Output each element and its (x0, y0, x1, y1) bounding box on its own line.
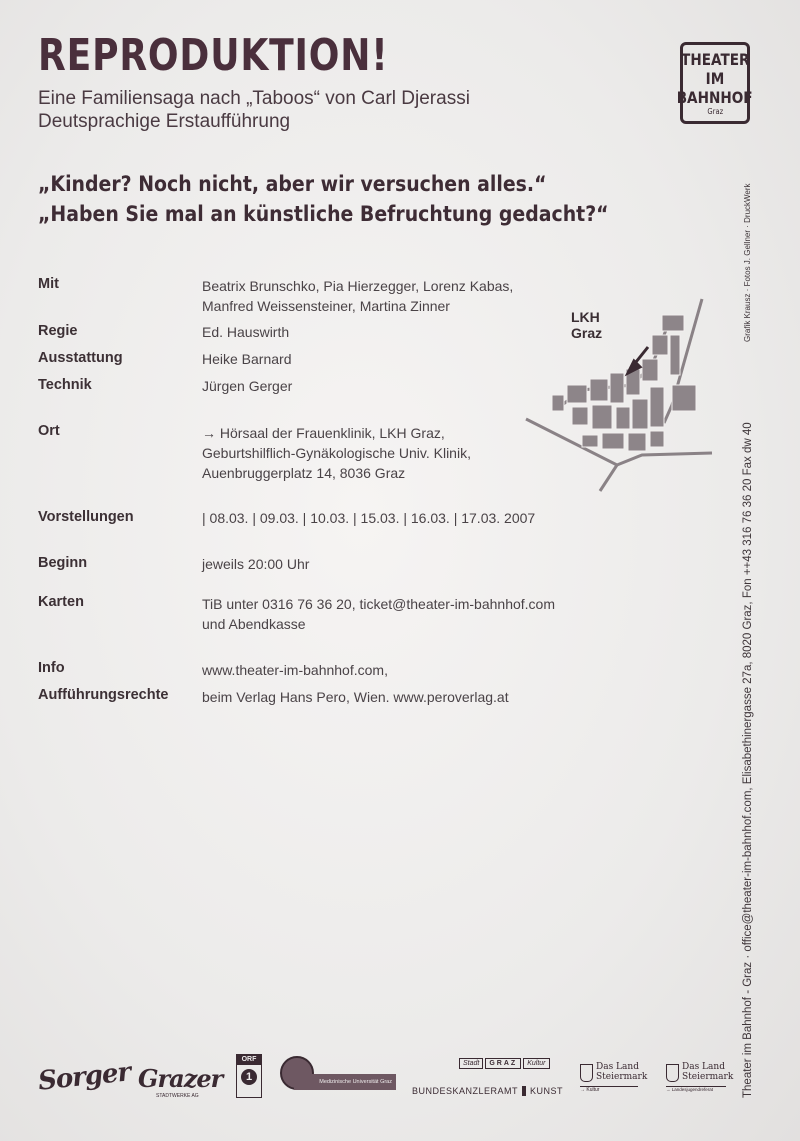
grazer-logo-sub: STADTWERKE AG (156, 1093, 199, 1099)
label-technik: Technik (38, 377, 92, 393)
subtitle-line-1: Eine Familiensaga nach „Taboos“ von Carl Djerassi (38, 88, 470, 109)
value-karten-1: TiB unter 0316 76 36 20, ticket@theater-im-bahnhof.com (202, 596, 555, 612)
stadt-graz-a: Stadt (459, 1058, 483, 1069)
stadt-graz-b: GRAZ (485, 1058, 521, 1069)
orf-logo-text: ORF (237, 1055, 261, 1065)
stadt-graz-logo (459, 1058, 550, 1069)
orf-logo-number: 1 (241, 1069, 257, 1085)
logo-line-3: BAHNHOF (677, 87, 753, 107)
meduni-logo (280, 1056, 396, 1096)
bka-text-b: KUNST (530, 1086, 564, 1096)
label-mit: Mit (38, 276, 59, 292)
value-ort-2: Geburtshilflich-Gynäkologische Univ. Klinik, (202, 445, 471, 461)
value-ausstattung: Heike Barnard (202, 351, 292, 367)
value-mit-2: Manfred Weissensteiner, Martina Zinner (202, 298, 450, 314)
label-beginn: Beginn (38, 555, 88, 571)
label-info: Info (38, 660, 65, 676)
map-label-line-2: Graz (571, 325, 603, 341)
land2-line-b: Steiermark (682, 1072, 734, 1082)
grazer-logo (138, 1064, 222, 1099)
bundeskanzleramt-logo (412, 1086, 563, 1096)
value-beginn: jeweils 20:00 Uhr (202, 556, 310, 572)
label-vorstellungen: Vorstellungen (38, 509, 134, 525)
meduni-logo-text: Medizinische Universität Graz (294, 1074, 396, 1090)
address-vertical: Theater im Bahnhof - Graz · office@theater-im-bahnhof.com, Elisabethinergasse 27a, 8020 Graz, Fon ++43 316 76 36 20 Fax dw 40 (742, 422, 754, 1098)
location-map (522, 295, 717, 495)
value-mit-1: Beatrix Brunschko, Pia Hierzegger, Lorenz Kabas, (202, 278, 514, 294)
label-ort: Ort (38, 423, 60, 439)
quote-1: „Kinder? Noch nicht, aber wir versuchen alles.“ (38, 172, 547, 196)
value-vorstellungen: | 08.03. | 09.03. | 10.03. | 15.03. | 16.03. | 17.03. 2007 (202, 510, 536, 526)
value-technik: Jürgen Gerger (202, 378, 293, 394)
orf-logo (236, 1054, 262, 1098)
value-ort-1: → Hörsaal der Frauenklinik, LKH Graz, (202, 425, 445, 441)
map-label-line-1: LKH (571, 309, 600, 325)
label-auffuehrungsrechte: Aufführungsrechte (38, 687, 169, 703)
land1-line-b: Steiermark (596, 1072, 648, 1082)
value-info: www.theater-im-bahnhof.com, (202, 662, 388, 678)
credits-vertical: Grafik Krausz · Fotos J. Gellner · DruckWerk (743, 183, 752, 342)
land1-line-c: → Kultur (580, 1086, 638, 1093)
value-auffuehrungsrechte: beim Verlag Hans Pero, Wien. www.peroverlag.at (202, 689, 509, 705)
land2-line-a: Das Land (682, 1062, 725, 1072)
logo-line-1: THEATER (680, 49, 750, 69)
land1-line-a: Das Land (596, 1062, 639, 1072)
land2-line-c: → Landesjugendreferat (666, 1086, 726, 1092)
subtitle-line-2: Deutsprachige Erstaufführung (38, 111, 291, 132)
bka-text-a: BUNDESKANZLERAMT (412, 1086, 519, 1096)
steiermark-crest-icon-2 (666, 1064, 679, 1082)
sorger-logo: Sorger (36, 1057, 132, 1097)
label-ausstattung: Ausstattung (38, 350, 123, 366)
bka-separator-icon (522, 1086, 526, 1096)
theater-im-bahnhof-logo (677, 42, 753, 124)
steiermark-crest-icon (580, 1064, 593, 1082)
value-karten-2: und Abendkasse (202, 616, 306, 632)
label-karten: Karten (38, 594, 84, 610)
label-regie: Regie (38, 323, 78, 339)
logo-line-4: Graz (707, 106, 723, 116)
value-regie: Ed. Hauswirth (202, 324, 290, 340)
value-ort-3: Auenbruggerplatz 14, 8036 Graz (202, 465, 406, 481)
stadt-graz-c: Kultur (523, 1058, 549, 1069)
logo-line-2: IM (705, 68, 725, 88)
grazer-logo-text: Grazer (138, 1064, 223, 1093)
page-title: REPRODUKTION! (38, 30, 389, 81)
quote-2: „Haben Sie mal an künstliche Befruchtung gedacht?“ (38, 202, 609, 226)
